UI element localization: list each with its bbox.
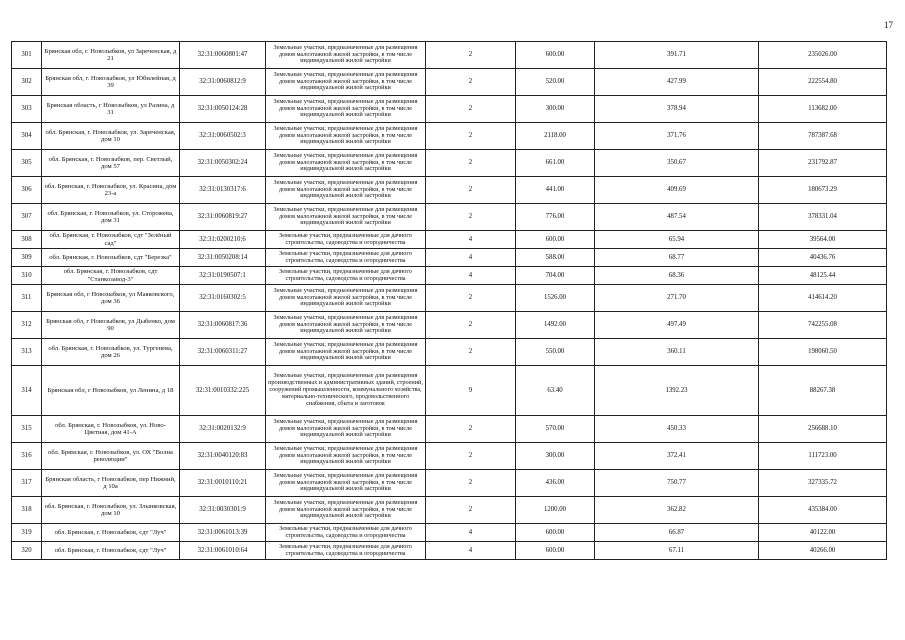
category-code-cell: 2 (426, 470, 516, 497)
category-code-cell: 2 (426, 96, 516, 123)
row-number: 309 (12, 249, 42, 267)
land-use-cell: Земельные участки, предназначенные для размещения домов малоэтажной жилой застройки, в том числе индивидуальной жилой застройки (266, 285, 426, 312)
row-number: 312 (12, 312, 42, 339)
area-cell: 300.00 (516, 96, 595, 123)
land-use-cell: Земельные участки, предназначенные для дачного строительства, садоводства и огородничества (266, 249, 426, 267)
category-code-cell: 4 (426, 524, 516, 542)
row-number: 320 (12, 542, 42, 560)
unit-value-cell: 427.99 (595, 69, 759, 96)
category-code-cell: 2 (426, 443, 516, 470)
category-code-cell: 2 (426, 42, 516, 69)
address-cell: Брянская обл, г Новозыбков, ул Дыбенко, дом 90 (42, 312, 180, 339)
cadastral-number-cell: 32:31:0060812:9 (180, 69, 266, 96)
table-row (12, 339, 887, 366)
category-code-cell: 2 (426, 123, 516, 150)
unit-value-cell: 362.82 (595, 497, 759, 524)
unit-value-cell: 66.87 (595, 524, 759, 542)
table-row (12, 443, 887, 470)
cadastral-value-cell: 378331.04 (759, 204, 887, 231)
land-use-cell: Земельные участки, предназначенные для размещения домов малоэтажной жилой застройки, в том числе индивидуальной жилой застройки (266, 339, 426, 366)
address-cell: обл. Брянская, г. Новозыбков, ул. Ново-Цветная, дом 41-А (42, 416, 180, 443)
table-row (12, 497, 887, 524)
row-number: 315 (12, 416, 42, 443)
cadastral-number-cell: 32:31:0060311:27 (180, 339, 266, 366)
area-cell: 600.00 (516, 524, 595, 542)
cadastral-number-cell: 32:31:0190507:1 (180, 267, 266, 285)
category-code-cell: 2 (426, 497, 516, 524)
unit-value-cell: 750.77 (595, 470, 759, 497)
table-row (12, 366, 887, 416)
table-row (12, 470, 887, 497)
area-cell: 550.00 (516, 339, 595, 366)
row-number: 303 (12, 96, 42, 123)
area-cell: 600.00 (516, 231, 595, 249)
land-use-cell: Земельные участки, предназначенные для размещения домов малоэтажной жилой застройки, в том числе индивидуальной жилой застройки (266, 177, 426, 204)
cadastral-number-cell: 32:31:0010110:21 (180, 470, 266, 497)
cadastral-number-cell: 32:31:0030301:9 (180, 497, 266, 524)
land-use-cell: Земельные участки, предназначенные для размещения домов малоэтажной жилой застройки, в том числе индивидуальной жилой застройки (266, 443, 426, 470)
land-use-cell: Земельные участки, предназначенные для размещения домов малоэтажной жилой застройки, в том числе индивидуальной жилой застройки (266, 150, 426, 177)
row-number: 313 (12, 339, 42, 366)
category-code-cell: 2 (426, 177, 516, 204)
category-code-cell: 4 (426, 231, 516, 249)
area-cell: 1526.00 (516, 285, 595, 312)
area-cell: 661.00 (516, 150, 595, 177)
table-row (12, 524, 887, 542)
land-use-cell: Земельные участки, предназначенные для размещения домов малоэтажной жилой застройки, в том числе индивидуальной жилой застройки (266, 123, 426, 150)
cadastral-number-cell: 32:31:0061010:64 (180, 542, 266, 560)
area-cell: 1492.00 (516, 312, 595, 339)
cadastral-value-cell: 414614.20 (759, 285, 887, 312)
cadastral-value-cell: 113682.00 (759, 96, 887, 123)
cadastral-value-cell: 40266.00 (759, 542, 887, 560)
area-cell: 300.00 (516, 443, 595, 470)
address-cell: обл. Брянская, г. Новозыбков, ул. ОХ "Волна революции" (42, 443, 180, 470)
category-code-cell: 2 (426, 204, 516, 231)
unit-value-cell: 372.41 (595, 443, 759, 470)
cadastral-number-cell: 32:31:0060819:27 (180, 204, 266, 231)
address-cell: обл. Брянская, г. Новозыбков, сдт "Станкозавод-3" (42, 267, 180, 285)
cadastral-number-cell: 32:31:0050124:28 (180, 96, 266, 123)
cadastral-number-cell: 32:31:0010332:225 (180, 366, 266, 416)
category-code-cell: 4 (426, 542, 516, 560)
address-cell: обл. Брянская, г. Новозыбков, сдт "Березка" (42, 249, 180, 267)
category-code-cell: 2 (426, 69, 516, 96)
area-cell: 704.00 (516, 267, 595, 285)
address-cell: Брянская область, г Новозыбков, пер Нижний, д 10а (42, 470, 180, 497)
address-cell: обл. Брянская, г. Новозыбков, пер. Светлый, дом 57 (42, 150, 180, 177)
address-cell: обл. Брянская, г. Новозыбков, ул. Красина, дом 23-а (42, 177, 180, 204)
cadastral-number-cell: 32:31:0050208:14 (180, 249, 266, 267)
table-row (12, 542, 887, 560)
land-use-cell: Земельные участки, предназначенные для размещения домов малоэтажной жилой застройки, в том числе индивидуальной жилой застройки (266, 96, 426, 123)
category-code-cell: 4 (426, 249, 516, 267)
cadastral-value-cell: 787387.68 (759, 123, 887, 150)
address-cell: Брянская область, г Новозыбков, ул Разина, д 31 (42, 96, 180, 123)
cadastral-number-cell: 32:31:0200210:6 (180, 231, 266, 249)
land-use-cell: Земельные участки, предназначенные для размещения домов малоэтажной жилой застройки, в том числе индивидуальной жилой застройки (266, 470, 426, 497)
table-row (12, 42, 887, 69)
page-number: 17 (884, 20, 893, 30)
category-code-cell: 2 (426, 285, 516, 312)
cadastral-value-cell: 256688.10 (759, 416, 887, 443)
cadastral-value-cell: 231792.87 (759, 150, 887, 177)
row-number: 316 (12, 443, 42, 470)
land-use-cell: Земельные участки, предназначенные для дачного строительства, садоводства и огородничества (266, 267, 426, 285)
row-number: 311 (12, 285, 42, 312)
table-row (12, 123, 887, 150)
area-cell: 441.00 (516, 177, 595, 204)
land-use-cell: Земельные участки, предназначенные для размещения домов малоэтажной жилой застройки, в том числе индивидуальной жилой застройки (266, 416, 426, 443)
table-row (12, 150, 887, 177)
address-cell: обл. Брянская, г. Новозыбков, сдт "Зелёный сад" (42, 231, 180, 249)
table-row (12, 177, 887, 204)
unit-value-cell: 409.69 (595, 177, 759, 204)
unit-value-cell: 378.94 (595, 96, 759, 123)
category-code-cell: 2 (426, 416, 516, 443)
cadastral-value-cell: 88267.38 (759, 366, 887, 416)
cadastral-value-cell: 40436.76 (759, 249, 887, 267)
land-use-cell: Земельные участки, предназначенные для размещения домов малоэтажной жилой застройки, в том числе индивидуальной жилой застройки (266, 497, 426, 524)
table-row (12, 416, 887, 443)
cadastral-value-cell: 327335.72 (759, 470, 887, 497)
cadastral-value-cell: 111723.00 (759, 443, 887, 470)
area-cell: 520.00 (516, 69, 595, 96)
land-use-cell: Земельные участки, предназначенные для размещения домов малоэтажной жилой застройки, в том числе индивидуальной жилой застройки (266, 312, 426, 339)
unit-value-cell: 1392.23 (595, 366, 759, 416)
row-number: 302 (12, 69, 42, 96)
address-cell: обл. Брянская, г. Новозыбков, сдт "Луч" (42, 542, 180, 560)
address-cell: обл. Брянская, г. Новозыбков, ул. Тургенева, дом 26 (42, 339, 180, 366)
area-cell: 436.00 (516, 470, 595, 497)
table-row (12, 204, 887, 231)
cadastral-number-cell: 32:31:0060502:3 (180, 123, 266, 150)
cadastral-value-cell: 222554.80 (759, 69, 887, 96)
unit-value-cell: 497.49 (595, 312, 759, 339)
cadastral-value-cell: 235026.00 (759, 42, 887, 69)
category-code-cell: 2 (426, 339, 516, 366)
table-row (12, 69, 887, 96)
cadastral-number-cell: 32:31:0060817:36 (180, 312, 266, 339)
table-row (12, 249, 887, 267)
category-code-cell: 2 (426, 312, 516, 339)
cadastral-number-cell: 32:31:0020132:9 (180, 416, 266, 443)
cadastral-number-cell: 32:31:0060801:47 (180, 42, 266, 69)
cadastral-value-cell: 435384.00 (759, 497, 887, 524)
address-cell: Брянская обл, г Новозыбков, ул Ленина, д 18 (42, 366, 180, 416)
cadastral-value-cell: 48125.44 (759, 267, 887, 285)
address-cell: обл. Брянская, г. Новозыбков, сдт "Луч" (42, 524, 180, 542)
cadastral-value-cell: 40122.00 (759, 524, 887, 542)
category-code-cell: 2 (426, 150, 516, 177)
area-cell: 570.00 (516, 416, 595, 443)
address-cell: Брянская обл, г. Новозыбков, ул Зареченская, д 21 (42, 42, 180, 69)
address-cell: обл. Брянская, г. Новозыбков, ул. Зареченская, дом 10 (42, 123, 180, 150)
cadastral-value-cell: 39564.00 (759, 231, 887, 249)
table-row (12, 231, 887, 249)
row-number: 318 (12, 497, 42, 524)
area-cell: 600.00 (516, 42, 595, 69)
cadastral-value-cell: 742255.08 (759, 312, 887, 339)
table-row (12, 312, 887, 339)
row-number: 304 (12, 123, 42, 150)
table-row (12, 96, 887, 123)
unit-value-cell: 68.77 (595, 249, 759, 267)
category-code-cell: 9 (426, 366, 516, 416)
row-number: 305 (12, 150, 42, 177)
cadastral-value-cell: 198060.50 (759, 339, 887, 366)
unit-value-cell: 271.70 (595, 285, 759, 312)
unit-value-cell: 350.67 (595, 150, 759, 177)
land-use-cell: Земельные участки, предназначенные для дачного строительства, садоводства и огородничества (266, 542, 426, 560)
row-number: 310 (12, 267, 42, 285)
cadastral-number-cell: 32:31:0160302:5 (180, 285, 266, 312)
land-plot-table (11, 41, 887, 560)
unit-value-cell: 67.11 (595, 542, 759, 560)
table-row (12, 285, 887, 312)
address-cell: обл. Брянская, г. Новозыбков, ул. Сторожева, дом 31 (42, 204, 180, 231)
cadastral-number-cell: 32:31:0040120:83 (180, 443, 266, 470)
land-use-cell: Земельные участки, предназначенные для размещения домов малоэтажной жилой застройки, в том числе индивидуальной жилой застройки (266, 69, 426, 96)
land-use-cell: Земельные участки, предназначенные для дачного строительства, садоводства и огородничества (266, 231, 426, 249)
area-cell: 776.00 (516, 204, 595, 231)
land-use-cell: Земельные участки, предназначенные для размещения домов малоэтажной жилой застройки, в том числе индивидуальной жилой застройки (266, 204, 426, 231)
cadastral-number-cell: 32:31:0050302:24 (180, 150, 266, 177)
address-cell: обл. Брянская, г. Новозыбков, ул. Злынковская, дом 10 (42, 497, 180, 524)
cadastral-number-cell: 32:31:0130317:6 (180, 177, 266, 204)
unit-value-cell: 487.54 (595, 204, 759, 231)
land-use-cell: Земельные участки, предназначенные для размещения производственных и административных зданий, строений, сооружений промышленности, коммунального хозяйства, материально-технического, продовольственного снабжения, сбыта и заготовок (266, 366, 426, 416)
unit-value-cell: 450.33 (595, 416, 759, 443)
unit-value-cell: 68.36 (595, 267, 759, 285)
land-use-cell: Земельные участки, предназначенные для дачного строительства, садоводства и огородничества (266, 524, 426, 542)
area-cell: 1200.00 (516, 497, 595, 524)
row-number: 308 (12, 231, 42, 249)
area-cell: 2118.00 (516, 123, 595, 150)
area-cell: 63.40 (516, 366, 595, 416)
unit-value-cell: 65.94 (595, 231, 759, 249)
row-number: 307 (12, 204, 42, 231)
unit-value-cell: 371.76 (595, 123, 759, 150)
row-number: 314 (12, 366, 42, 416)
unit-value-cell: 360.11 (595, 339, 759, 366)
unit-value-cell: 391.71 (595, 42, 759, 69)
cadastral-value-cell: 180673.29 (759, 177, 887, 204)
area-cell: 588.00 (516, 249, 595, 267)
row-number: 301 (12, 42, 42, 69)
row-number: 306 (12, 177, 42, 204)
area-cell: 600.00 (516, 542, 595, 560)
address-cell: Брянская обл, г. Новозыбков, ул Юбилейная, д 39 (42, 69, 180, 96)
cadastral-number-cell: 32:31:0061013:39 (180, 524, 266, 542)
land-use-cell: Земельные участки, предназначенные для размещения домов малоэтажной жилой застройки, в том числе индивидуальной жилой застройки (266, 42, 426, 69)
row-number: 317 (12, 470, 42, 497)
category-code-cell: 4 (426, 267, 516, 285)
row-number: 319 (12, 524, 42, 542)
address-cell: Брянская обл, г Новозыбков, ул Маяковского, дом 36 (42, 285, 180, 312)
table-row (12, 267, 887, 285)
